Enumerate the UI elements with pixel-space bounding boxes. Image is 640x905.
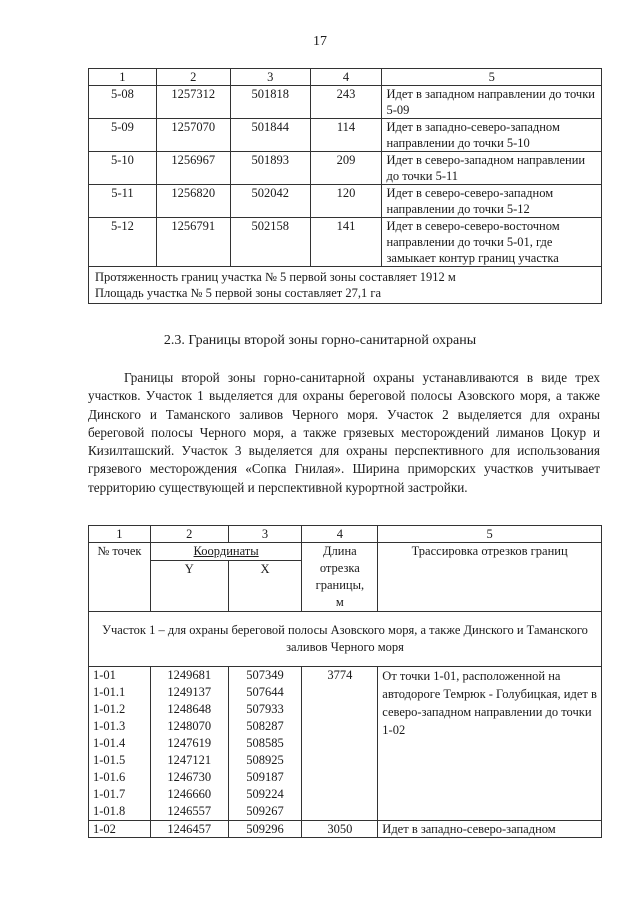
total-area-text: Площадь участка № 5 первой зоны составляет 27,1 га — [95, 286, 382, 300]
point-id-list — [89, 667, 151, 821]
header-y: Y — [150, 561, 228, 612]
segment-description: Идет в западно-северо-западном — [378, 821, 602, 838]
point-id: 5-08 — [89, 86, 157, 119]
point-id: 1-01.6 — [93, 770, 126, 784]
coord-x: 507644 — [246, 685, 284, 699]
coord-x: 509296 — [228, 821, 302, 838]
segment-length: 243 — [310, 86, 382, 119]
boundary-table-zone1 — [88, 68, 602, 304]
header-length: Длина отрезка границы, м — [302, 543, 378, 612]
coord-y: 1247121 — [167, 753, 212, 767]
coord-x: 508585 — [246, 736, 284, 750]
section-title: 2.3. Границы второй зоны горно-санитарной охраны — [163, 333, 477, 348]
coord-y: 1248070 — [167, 719, 212, 733]
coord-y: 1246730 — [167, 770, 212, 784]
table-header-row — [89, 526, 602, 543]
point-id: 1-01.2 — [93, 702, 126, 716]
point-id: 1-01.8 — [93, 804, 126, 818]
column-number-1: 1 — [89, 69, 157, 86]
table-row — [89, 119, 602, 152]
column-number-4: 4 — [310, 69, 382, 86]
summary-cell — [89, 267, 602, 304]
coord-x: 502042 — [230, 185, 310, 218]
point-id: 1-01.7 — [93, 787, 126, 801]
segment-length: 114 — [310, 119, 382, 152]
coord-y: 1246557 — [167, 804, 212, 818]
coord-y: 1246457 — [150, 821, 228, 838]
column-number-5: 5 — [378, 526, 602, 543]
page-number: 17 — [313, 34, 327, 49]
header-coordinates: Координаты — [150, 543, 302, 561]
coord-x: 501893 — [230, 152, 310, 185]
column-number-3: 3 — [228, 526, 302, 543]
coord-y: 1257070 — [156, 119, 230, 152]
point-id: 1-02 — [89, 821, 151, 838]
segment-description: Идет в западно-северо-западном направлении до точки 5-10 — [382, 119, 602, 152]
point-id: 1-01.1 — [93, 685, 126, 699]
coord-x: 501818 — [230, 86, 310, 119]
column-number-3: 3 — [230, 69, 310, 86]
point-id: 5-10 — [89, 152, 157, 185]
coord-x: 501844 — [230, 119, 310, 152]
point-id: 5-12 — [89, 218, 157, 267]
table-row — [89, 667, 602, 821]
coord-y: 1256820 — [156, 185, 230, 218]
column-number-1: 1 — [89, 526, 151, 543]
total-length-text: Протяженность границ участка № 5 первой зоны составляет 1912 м — [95, 270, 456, 284]
column-number-2: 2 — [156, 69, 230, 86]
coord-y: 1249137 — [167, 685, 212, 699]
header-points: № точек — [89, 543, 151, 612]
coord-x: 509224 — [246, 787, 284, 801]
coord-y: 1248648 — [167, 702, 212, 716]
coord-x: 507933 — [246, 702, 284, 716]
body-paragraph: Границы второй зоны горно-санитарной охраны устанавливаются в виде трех участков. Участок 1 выделяется для охраны береговой полосы Азовского моря, а также Динского и Таманского заливов Черного моря. Участок 2 выделяется для охраны береговой полосы Черного моря, а также грязевых месторождений лиманов Цокур и Кизилташский. Участок 3 выделяется для охраны перспективного для использования грязевого месторождения «Сопка Гнилая». Ширина приморских участков учитывает территорию существующей и перспективной курортной застройки. — [88, 370, 600, 495]
header-x: X — [228, 561, 302, 612]
segment-length: 141 — [310, 218, 382, 267]
column-number-5: 5 — [382, 69, 602, 86]
segment-description: От точки 1-01, расположенной на автодороге Темрюк - Голубицкая, идет в северо-западном направлении до точки 1-02 — [378, 667, 602, 821]
point-id: 1-01 — [93, 668, 116, 682]
column-number-4: 4 — [302, 526, 378, 543]
point-id: 5-09 — [89, 119, 157, 152]
section-row — [89, 612, 602, 667]
coord-x-list — [228, 667, 302, 821]
coord-y: 1256791 — [156, 218, 230, 267]
segment-length: 3774 — [302, 667, 378, 821]
column-headers-row — [89, 543, 602, 561]
point-id: 5-11 — [89, 185, 157, 218]
coord-y: 1257312 — [156, 86, 230, 119]
column-number-2: 2 — [150, 526, 228, 543]
point-id: 1-01.4 — [93, 736, 126, 750]
point-id: 1-01.5 — [93, 753, 126, 767]
table-row — [89, 152, 602, 185]
table-summary-row — [89, 267, 602, 304]
segment-length: 120 — [310, 185, 382, 218]
coord-x: 507349 — [246, 668, 284, 682]
header-trace: Трассировка отрезков границ — [378, 543, 602, 612]
segment-length: 209 — [310, 152, 382, 185]
table-row — [89, 86, 602, 119]
segment-description: Идет в северо-северо-восточном направлении до точки 5-01, где замыкает контур границ участка — [382, 218, 602, 267]
coord-y: 1246660 — [167, 787, 212, 801]
section-heading-plot1: Участок 1 – для охраны береговой полосы Азовского моря, а также Динского и Таманского заливов Черного моря — [89, 612, 602, 667]
point-id: 1-01.3 — [93, 719, 126, 733]
table-row — [89, 218, 602, 267]
table-header-row — [89, 69, 602, 86]
coord-x: 508925 — [246, 753, 284, 767]
coord-y: 1249681 — [167, 668, 212, 682]
table-row — [89, 185, 602, 218]
segment-description: Идет в северо-северо-западном направлении до точки 5-12 — [382, 185, 602, 218]
segment-description: Идет в северо-западном направлении до точки 5-11 — [382, 152, 602, 185]
coord-x: 509187 — [246, 770, 284, 784]
coord-y-list — [150, 667, 228, 821]
segment-description: Идет в западном направлении до точки 5-09 — [382, 86, 602, 119]
boundary-table-zone2 — [88, 525, 602, 838]
coord-x: 502158 — [230, 218, 310, 267]
segment-length: 3050 — [302, 821, 378, 838]
coord-y: 1247619 — [167, 736, 212, 750]
coord-y: 1256967 — [156, 152, 230, 185]
coord-x: 508287 — [246, 719, 284, 733]
table-row — [89, 821, 602, 838]
coord-x: 509267 — [246, 804, 284, 818]
